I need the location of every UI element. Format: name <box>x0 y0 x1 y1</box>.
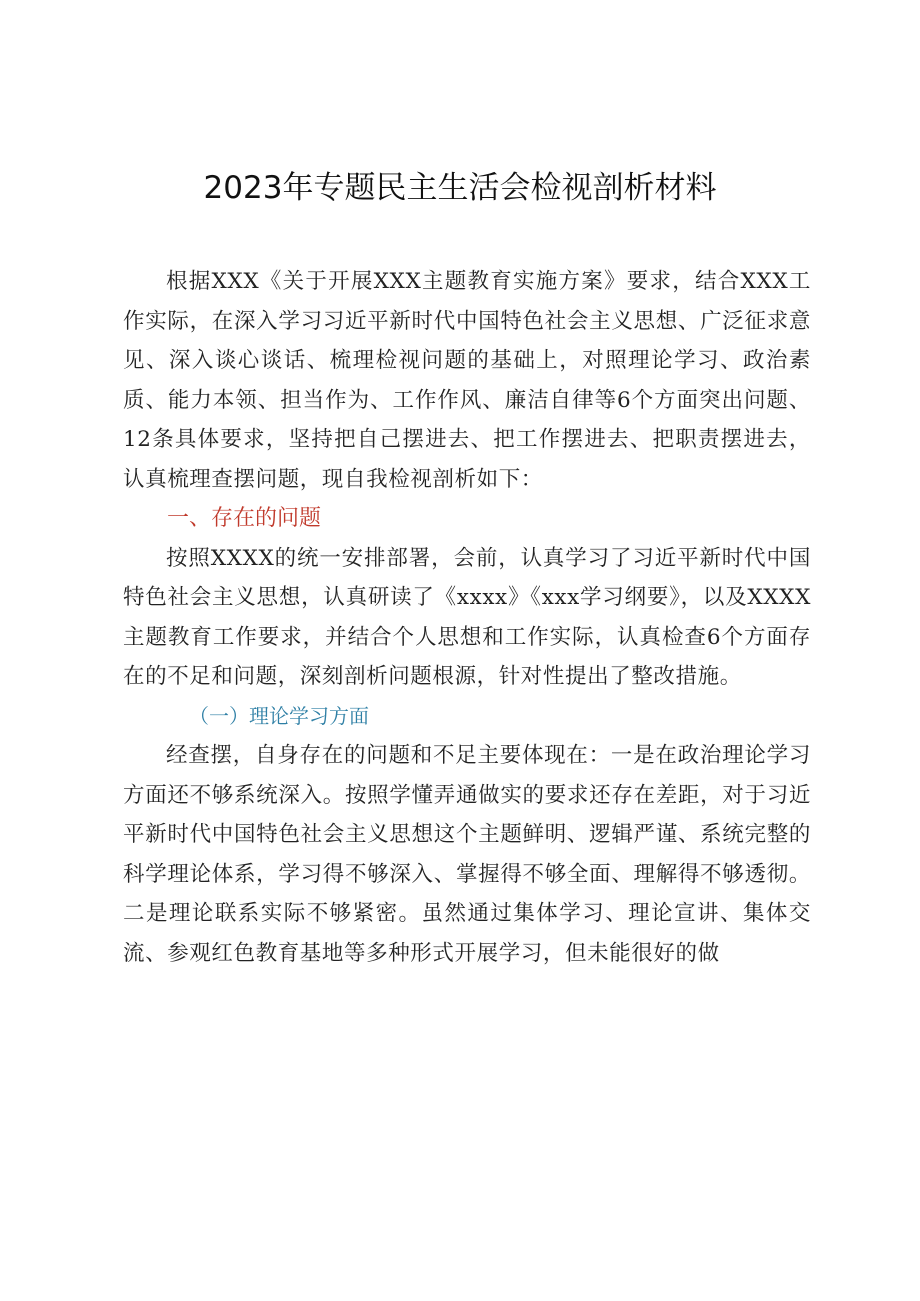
document-title: 2023年专题民主生活会检视剖析材料 <box>203 170 717 206</box>
intro-paragraph: 根据XXX《关于开展XXX主题教育实施方案》要求，结合XXX工作实际，在深入学习习近平新时代中国特色社会主义思想、广泛征求意见、深入谈心谈话、梳理检视问题的基础上，对照理论学习、政治素质、能力本领、担当作为、工作作风、廉洁自律等6个方面突出问题、12条具体要求，坚持把自己摆进去、把工作摆进去、把职责摆进去，认真梳理查摆问题，现自我检视剖析如下： <box>123 269 811 492</box>
section-paragraph-problems: 按照XXXX的统一安排部署，会前，认真学习了习近平新时代中国特色社会主义思想，认真研读了《xxxx》《xxx学习纲要》，以及XXXX主题教育工作要求，并结合个人思想和工作实际，认真检查6个方面存在的不足和问题，深刻剖析问题根源，针对性提出了整改措施。 <box>123 545 811 689</box>
document-body <box>123 262 811 973</box>
subsection-paragraph-theory-study: 经查摆，自身存在的问题和不足主要体现在：一是在政治理论学习方面还不够系统深入。按照学懂弄通做实的要求还存在差距，对于习近平新时代中国特色社会主义思想这个主题鲜明、逻辑严谨、系统完整的科学理论体系，学习得不够深入、掌握得不够全面、理解得不够透彻。二是理论联系实际不够紧密。虽然通过集体学习、理论宣讲、集体交流、参观红色教育基地等多种形式开展学习，但未能很好的做 <box>123 743 811 966</box>
subsection-heading-theory-study: （一）理论学习方面 <box>189 703 369 728</box>
section-heading-problems: 一、存在的问题 <box>167 506 322 531</box>
